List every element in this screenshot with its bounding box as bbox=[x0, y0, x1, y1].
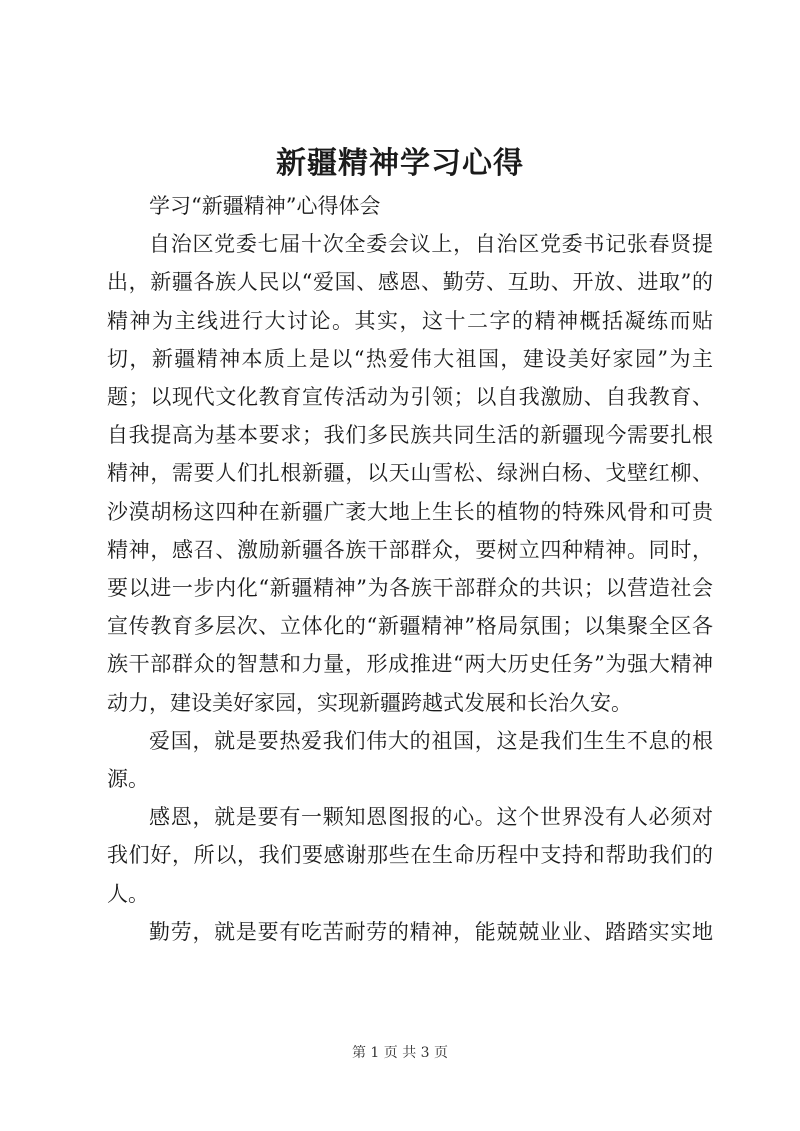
page-footer: 第 1 页 共 3 页 bbox=[351, 1045, 449, 1061]
paragraph-diligence: 勤劳，就是要有吃苦耐劳的精神，能兢兢业业、踏踏实实地 bbox=[149, 919, 713, 944]
paragraph-intro: 自治区党委七届十次全委会议上，自治区党委书记张春贤提出，新疆各族人民以“爱国、感恩、勤劳、互助、开放、进取”的精神为主线进行大讨论。其实，这十二字的精神概括凝练而贴切，新疆精神本质上是以“热爱伟大祖国，建设美好家园”为主题；以现代文化教育宣传活动为引领；以自我激励、自我教育、自我提高为基本要求；我们多民族共同生活的新疆现今需要扎根精神，需要人们扎根新疆，以天山雪松、绿洲白杨、戈壁红柳、沙漠胡杨这四种在新疆广袤大地上生长的植物的特殊风骨和可贵精神，感召、激励新疆各族干部群众，要树立四种精神。同时，要以进一步内化“新疆精神”为各族干部群众的共识；以营造社会宣传教育多层次、立体化的“新疆精神”格局氛围；以集聚全区各族干部群众的智慧和力量，形成推进“两大历史任务”为强大精神动力，建设美好家园，实现新疆跨越式发展和长治久安。 bbox=[107, 232, 713, 715]
paragraph-gratitude: 感恩，就是要有一颗知恩图报的心。这个世界没有人必须对我们好，所以，我们要感谢那些在生命历程中支持和帮助我们的人。 bbox=[107, 805, 713, 906]
document-title: 新疆精神学习心得 bbox=[276, 146, 524, 181]
paragraph-subtitle: 学习“新疆精神”心得体会 bbox=[149, 194, 381, 218]
paragraph-patriotism: 爱国，就是要热爱我们伟大的祖国，这是我们生生不息的根源。 bbox=[107, 728, 713, 792]
document-body bbox=[107, 187, 713, 951]
